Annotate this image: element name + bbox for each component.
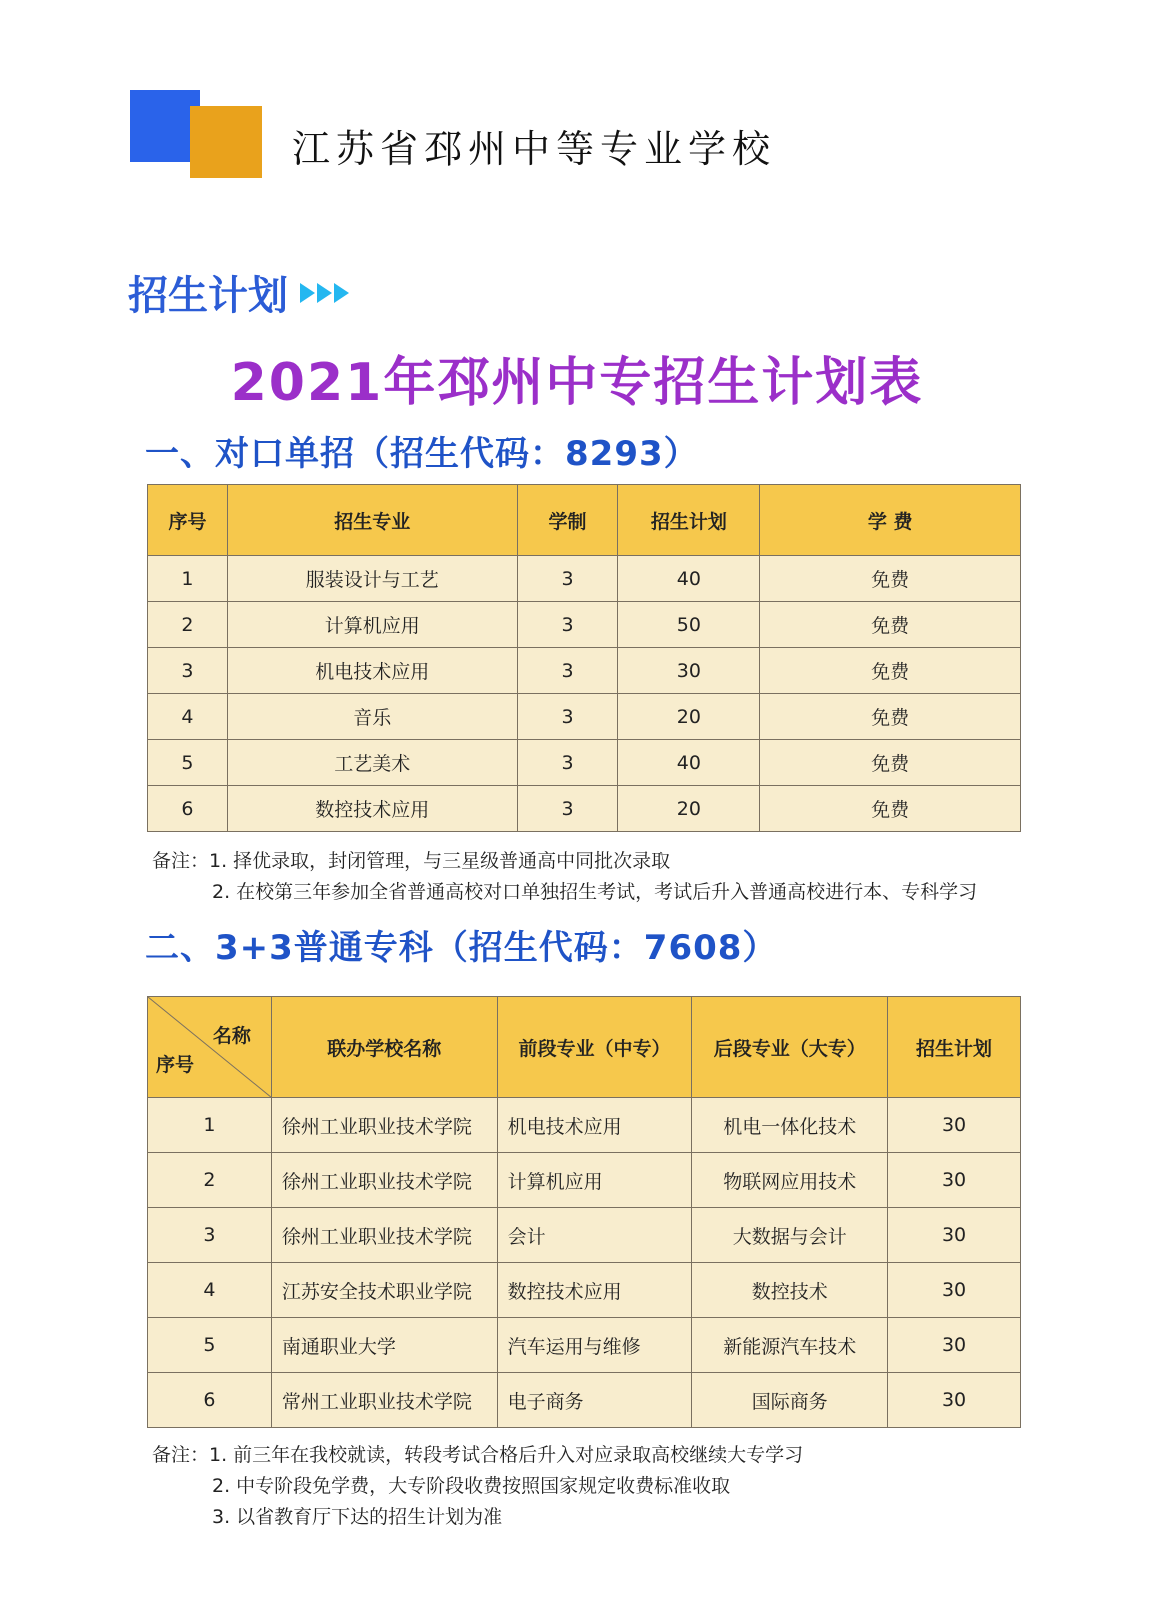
- diagonal-line: [148, 997, 271, 1097]
- part2-table: [147, 996, 1021, 1428]
- cell-seq: 1: [148, 556, 228, 602]
- cell-front-major: 数控技术应用: [497, 1263, 692, 1318]
- cell-front-major: 会计: [497, 1208, 692, 1263]
- cell-seq: 3: [148, 1208, 272, 1263]
- cell-plan: 30: [618, 648, 760, 694]
- cell-back-major: 新能源汽车技术: [692, 1318, 888, 1373]
- cell-plan: 40: [618, 740, 760, 786]
- cell-duration: 3: [517, 740, 618, 786]
- note-line: 2. 中专阶段免学费，大专阶段收费按照国家规定收费标准收取: [212, 1475, 731, 1497]
- cell-duration: 3: [517, 648, 618, 694]
- cell-plan: 30: [888, 1263, 1021, 1318]
- cell-seq: 2: [148, 602, 228, 648]
- note-line: 备注：1. 前三年在我校就读，转段考试合格后升入对应录取高校继续大专学习: [152, 1444, 804, 1466]
- col-header-seq: 序号: [148, 485, 228, 556]
- cell-plan: 50: [618, 602, 760, 648]
- corner-header-cell: [148, 997, 272, 1098]
- table-row: [148, 1208, 1021, 1263]
- cell-tuition: 免费: [760, 602, 1021, 648]
- part1-table: [147, 484, 1021, 832]
- cell-major: 机电技术应用: [227, 648, 517, 694]
- cell-front-major: 汽车运用与维修: [497, 1318, 692, 1373]
- cell-school: 徐州工业职业技术学院: [271, 1153, 497, 1208]
- cell-school: 常州工业职业技术学院: [271, 1373, 497, 1428]
- triple-arrow-icon: [300, 283, 349, 303]
- cell-major: 服装设计与工艺: [227, 556, 517, 602]
- school-name: 江苏省邳州中等专业学校: [292, 127, 777, 171]
- table-row: [148, 740, 1021, 786]
- table-row: [148, 1373, 1021, 1428]
- cell-tuition: 免费: [760, 694, 1021, 740]
- cell-plan: 30: [888, 1318, 1021, 1373]
- cell-tuition: 免费: [760, 786, 1021, 832]
- col-header-school: 联办学校名称: [271, 997, 497, 1098]
- cell-duration: 3: [517, 786, 618, 832]
- table-row: [148, 1263, 1021, 1318]
- section-heading: [128, 264, 349, 321]
- corner-label-name: 名称: [212, 1025, 251, 1047]
- cell-major: 数控技术应用: [227, 786, 517, 832]
- page-title: 2021年邳州中专招生计划表: [230, 353, 924, 413]
- part1-header-row: [148, 485, 1021, 556]
- table-row: [148, 648, 1021, 694]
- cell-tuition: 免费: [760, 648, 1021, 694]
- cell-seq: 3: [148, 648, 228, 694]
- cell-seq: 6: [148, 786, 228, 832]
- table-row: [148, 694, 1021, 740]
- cell-tuition: 免费: [760, 740, 1021, 786]
- table-row: [148, 602, 1021, 648]
- col-header-front-major: 前段专业（中专）: [497, 997, 692, 1098]
- cell-back-major: 大数据与会计: [692, 1208, 888, 1263]
- note-line: 3. 以省教育厅下达的招生计划为准: [212, 1506, 503, 1528]
- col-header-plan: 招生计划: [618, 485, 760, 556]
- cell-seq: 4: [148, 1263, 272, 1318]
- part1-notes: [152, 846, 977, 908]
- cell-plan: 30: [888, 1208, 1021, 1263]
- cell-back-major: 数控技术: [692, 1263, 888, 1318]
- cell-back-major: 国际商务: [692, 1373, 888, 1428]
- table-row: [148, 1098, 1021, 1153]
- cell-plan: 40: [618, 556, 760, 602]
- cell-plan: 20: [618, 786, 760, 832]
- part2-heading: 二、3+3普通专科（招生代码：7608）: [145, 928, 778, 968]
- cell-seq: 1: [148, 1098, 272, 1153]
- section-heading-text: 招生计划: [128, 272, 288, 319]
- cell-school: 徐州工业职业技术学院: [271, 1208, 497, 1263]
- cell-major: 工艺美术: [227, 740, 517, 786]
- col-header-duration: 学制: [517, 485, 618, 556]
- cell-tuition: 免费: [760, 556, 1021, 602]
- cell-seq: 6: [148, 1373, 272, 1428]
- cell-major: 计算机应用: [227, 602, 517, 648]
- cell-duration: 3: [517, 694, 618, 740]
- logo-orange-square: [190, 106, 262, 178]
- cell-school: 江苏安全技术职业学院: [271, 1263, 497, 1318]
- col-header-plan: 招生计划: [888, 997, 1021, 1098]
- col-header-major: 招生专业: [227, 485, 517, 556]
- cell-major: 音乐: [227, 694, 517, 740]
- cell-duration: 3: [517, 556, 618, 602]
- cell-back-major: 机电一体化技术: [692, 1098, 888, 1153]
- cell-school: 南通职业大学: [271, 1318, 497, 1373]
- corner-label-seq: 序号: [156, 1054, 195, 1076]
- cell-plan: 20: [618, 694, 760, 740]
- cell-back-major: 物联网应用技术: [692, 1153, 888, 1208]
- cell-plan: 30: [888, 1153, 1021, 1208]
- table-row: [148, 786, 1021, 832]
- cell-seq: 2: [148, 1153, 272, 1208]
- part1-heading: 一、对口单招（招生代码：8293）: [145, 434, 699, 474]
- table-row: [148, 556, 1021, 602]
- cell-seq: 4: [148, 694, 228, 740]
- cell-plan: 30: [888, 1373, 1021, 1428]
- cell-seq: 5: [148, 1318, 272, 1373]
- cell-seq: 5: [148, 740, 228, 786]
- cell-plan: 30: [888, 1098, 1021, 1153]
- cell-front-major: 机电技术应用: [497, 1098, 692, 1153]
- cell-duration: 3: [517, 602, 618, 648]
- part2-notes: [152, 1440, 803, 1533]
- col-header-tuition: 学 费: [760, 485, 1021, 556]
- note-line: 2. 在校第三年参加全省普通高校对口单独招生考试，考试后升入普通高校进行本、专科学习: [212, 881, 978, 903]
- table-row: [148, 1153, 1021, 1208]
- col-header-back-major: 后段专业（大专）: [692, 997, 888, 1098]
- table-row: [148, 1318, 1021, 1373]
- cell-front-major: 电子商务: [497, 1373, 692, 1428]
- part2-header-row: [148, 997, 1021, 1098]
- cell-front-major: 计算机应用: [497, 1153, 692, 1208]
- note-line: 备注：1. 择优录取，封闭管理，与三星级普通高中同批次录取: [152, 850, 671, 872]
- cell-school: 徐州工业职业技术学院: [271, 1098, 497, 1153]
